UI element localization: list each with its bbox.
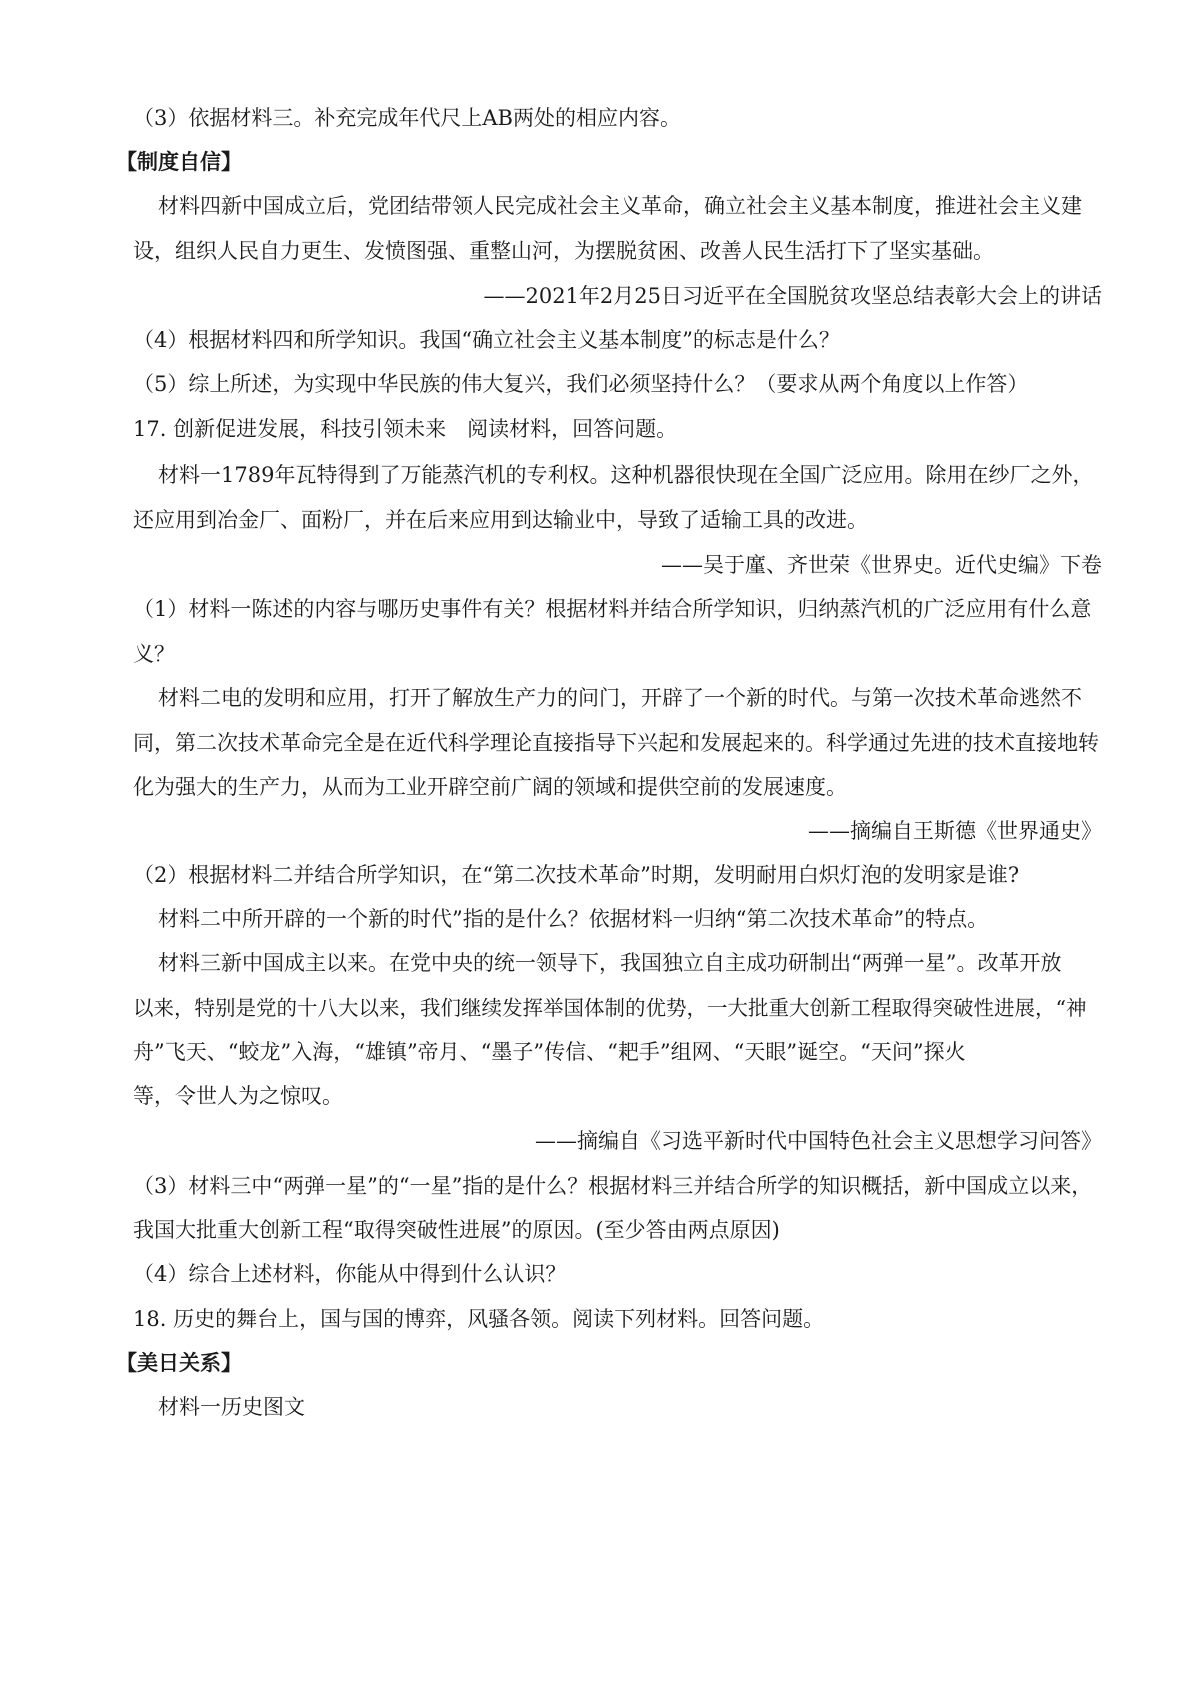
- q17-material-3-line-3: 舟”飞天、“蛟龙”入海，“雄镇”帝月、“墨子”传信、“耙手”组网、“天眼”诞空。“天问”探火: [133, 1040, 966, 1064]
- question-17-2-line-1: （2）根据材料二并结合所学知识，在“第二次技术革命”时期，发明耐用白炽灯泡的发明家是谁?: [133, 863, 1020, 887]
- question-18-heading: 18. 历史的舞台上，国与国的博弈，风骚各领。阅读下列材料。回答问题。: [133, 1307, 825, 1331]
- q17-material-3-citation: ——摘编自《习选平新时代中国特色社会主义思想学习问答》: [535, 1129, 1102, 1153]
- question-16-5: （5）综上所述，为实现中华民族的伟大复兴，我们必须坚持什么？（要求从两个角度以上作答）: [133, 372, 1029, 396]
- question-16-3: （3）依据材料三。补充完成年代尺上AB两处的相应内容。: [133, 106, 681, 130]
- q17-material-2-citation: ——摘编自王斯德《世界通史》: [808, 819, 1102, 843]
- q17-material-1-line-1: 材料一1789年瓦特得到了万能蒸汽机的专利权。这种机器很快现在全国广泛应用。除用在纱厂之外，: [158, 463, 1094, 487]
- q17-material-2-line-1: 材料二电的发明和应用，打开了解放生产力的问门，开辟了一个新的时代。与第一次技术革命逃然不: [158, 686, 1082, 710]
- question-17-1-line-1: （1）材料一陈述的内容与哪历史事件有关？根据材料并结合所学知识，归纳蒸汽机的广泛应用有什么意: [133, 597, 1092, 621]
- section-header-us-japan-relations: 【美日关系】: [116, 1350, 242, 1375]
- section-header-institutional-confidence: 【制度自信】: [116, 149, 242, 174]
- material-4-line-1: 材料四新中国成立后，党团结带领人民完成社会主义革命，确立社会主义基本制度，推进社会主义建: [158, 194, 1082, 218]
- question-17-3-line-2: 我国大批重大创新工程“取得突破性进展”的原因。(至少答由两点原因): [133, 1218, 780, 1242]
- question-17-3-line-1: （3）材料三中“两弹一星”的“一星”指的是什么？根据材料三并结合所学的知识概括，新中国成立以来，: [133, 1174, 1093, 1198]
- q17-material-1-line-2: 还应用到冶金厂、面粉厂，并在后来应用到达输业中，导致了适输工具的改进。: [133, 508, 868, 532]
- q17-material-2-line-2: 同，第二次技术革命完全是在近代科学理论直接指导下兴起和发展起来的。科学通过先进的技术直接地转: [133, 731, 1099, 755]
- q17-material-3-line-2: 以来，特别是党的十八大以来，我们继续发挥举国体制的优势，一大批重大创新工程取得突破性进展，“神: [133, 996, 1087, 1020]
- material-4-line-2: 设，组织人民自力更生、发愤图强、重整山河，为摆脱贫困、改善人民生活打下了坚实基础。: [133, 239, 994, 263]
- question-17-heading: 17. 创新促进发展，科技引领未来 阅读材料，回答问题。: [133, 417, 678, 441]
- q17-material-3-line-1: 材料三新中国成主以来。在党中央的统一领导下，我国独立自主成功研制出“两弹一星”。改革开放: [158, 951, 1062, 975]
- question-16-4: （4）根据材料四和所学知识。我国“确立社会主义基本制度”的标志是什么？: [133, 328, 840, 352]
- material-4-citation: ——2021年2月25日习近平在全国脱贫攻坚总结表彰大会上的讲话: [483, 284, 1102, 308]
- q17-material-3-line-4: 等，令世人为之惊叹。: [133, 1084, 343, 1108]
- question-17-1-line-2: 义？: [133, 642, 175, 666]
- q17-material-2-line-3: 化为强大的生产力，从而为工业开辟空前广阔的领域和提供空前的发展速度。: [133, 775, 847, 799]
- q17-material-1-citation: ——吴于廑、齐世荣《世界史。近代史编》下卷: [661, 553, 1102, 577]
- question-17-4: （4）综合上述材料，你能从中得到什么认识？: [133, 1262, 567, 1286]
- q18-material-1-label: 材料一历史图文: [158, 1395, 305, 1419]
- question-17-2-line-2: 材料二中所开辟的一个新的时代”指的是什么？依据材料一归纳“第二次技术革命”的特点。: [158, 907, 989, 931]
